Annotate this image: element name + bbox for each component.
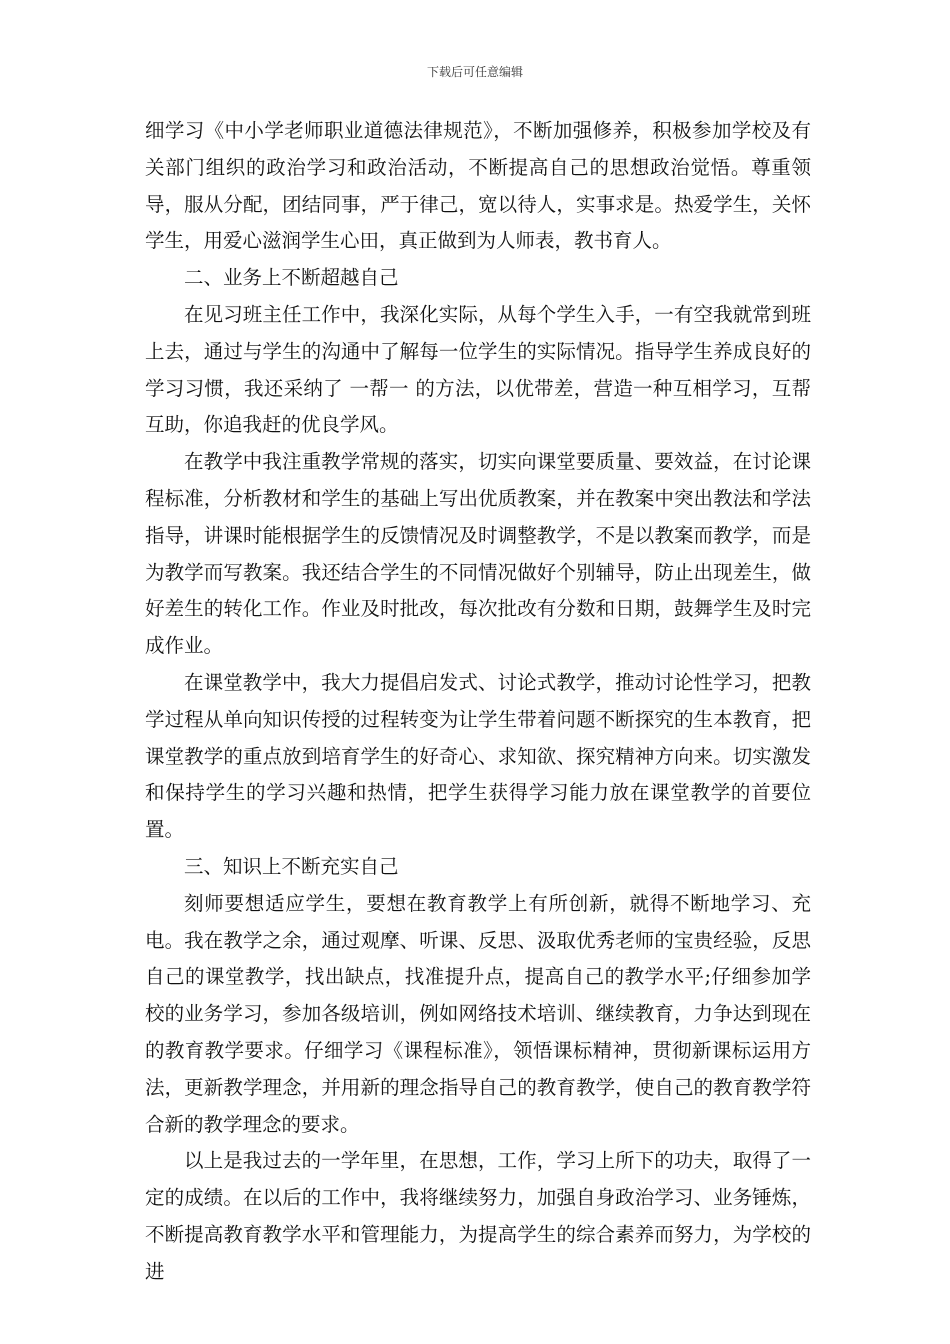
paragraph-7: 刻师要想适应学生，要想在教育教学上有所创新，就得不断地学习、充电。我在教学之余，通过观摩、听课、反思、汲取优秀老师的宝贵经验，反思自己的课堂教学，找出缺点，找准提升点，提高自己的教学水平;仔细参加学校的业务学习，参加各级培训，例如网络技术培训、继续教育，力争达到现在的教育教学要求。仔细学习《课程标准》，领悟课标精神，贯彻新课标运用方法，更新教学理念，并用新的理念指导自己的教育教学，使自己的教育教学符合新的教学理念的要求。 bbox=[145, 891, 811, 1136]
document-body bbox=[145, 113, 811, 1291]
paragraph-8: 以上是我过去的一学年里，在思想，工作，学习上所下的功夫，取得了一定的成绩。在以后的工作中，我将继续努力，加强自身政治学习、业务锤炼，不断提高教育教学水平和管理能力，为提高学生的综合素养而努力，为学校的进 bbox=[145, 1149, 811, 1283]
paragraph-4: 在教学中我注重教学常规的落实，切实向课堂要质量、要效益，在讨论课程标准，分析教材和学生的基础上写出优质教案，并在教案中突出教法和学法指导，讲课时能根据学生的反馈情况及时调整教学，不是以教案而教学，而是为教学而写教案。我还结合学生的不同情况做好个别辅导，防止出现差生，做好差生的转化工作。作业及时批改，每次批改有分数和日期，鼓舞学生及时完成作业。 bbox=[145, 450, 811, 658]
section-heading-3: 三、知识上不断充实自己 bbox=[184, 854, 399, 878]
paragraph-5: 在课堂教学中，我大力提倡启发式、讨论式教学，推动讨论性学习，把教学过程从单向知识传授的过程转变为让学生带着问题不断探究的生本教育，把课堂教学的重点放到培育学生的好奇心、求知欲、探究精神方向来。切实激发和保持学生的学习兴趣和热情，把学生获得学习能力放在课堂教学的首要位置。 bbox=[145, 670, 811, 842]
paragraph-3: 在见习班主任工作中，我深化实际，从每个学生入手，一有空我就常到班上去，通过与学生的沟通中了解每一位学生的实际情况。指导学生养成良好的学习习惯，我还采纳了 一帮一 的方法，以优带差，营造一种互相学习，互帮互助，你追我赶的优良学风。 bbox=[145, 302, 811, 437]
paragraph-1: 细学习《中小学老师职业道德法律规范》，不断加强修养，积极参加学校及有关部门组织的政治学习和政治活动，不断提高自己的思想政治觉悟。尊重领导，服从分配，团结同事，严于律己，宽以待人，实事求是。热爱学生，关怀学生，用爱心滋润学生心田，真正做到为人师表，教书育人。 bbox=[145, 119, 811, 253]
page-header: 下载后可任意编辑 bbox=[426, 65, 523, 79]
section-heading-2: 二、业务上不断超越自己 bbox=[184, 266, 399, 290]
